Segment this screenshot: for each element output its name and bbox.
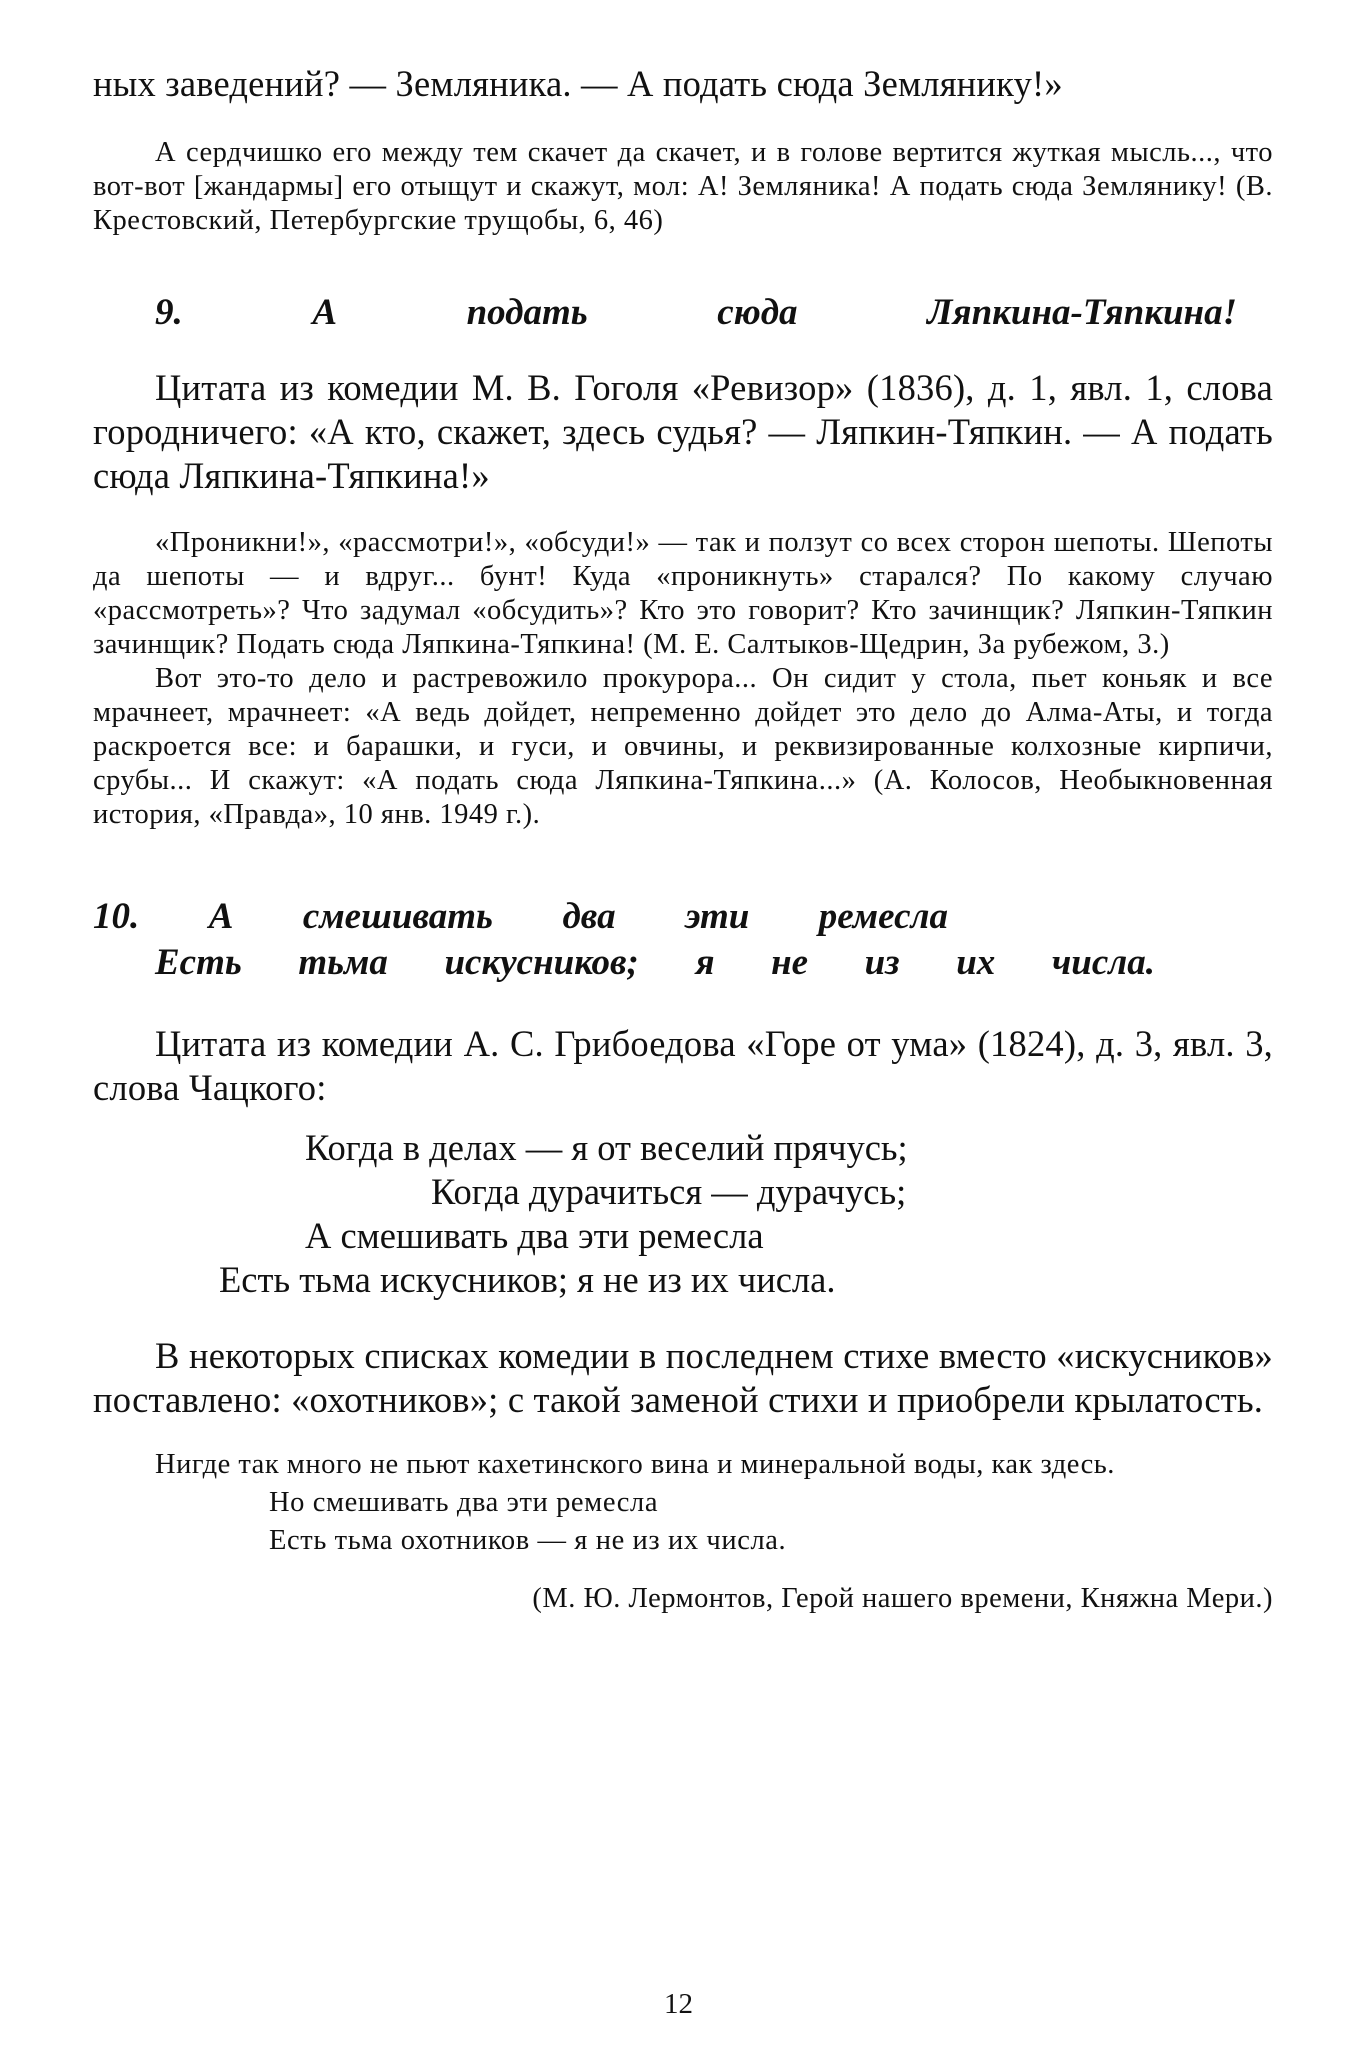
heading-word: Есть	[155, 942, 242, 983]
section-9-heading	[93, 290, 1237, 336]
heading-word: А	[208, 896, 234, 937]
section-10-body: Цитата из комедии А. С. Грибоедова «Горе от ума» (1824), д. 3, явл. 3, слова Чацкого:	[93, 1023, 1273, 1108]
heading-word: искусников;	[444, 942, 639, 983]
heading-word: из	[864, 942, 900, 983]
lermontov-prose: Нигде так много не пьют кахетинского вина и минеральной воды, как здесь.	[155, 1449, 1115, 1480]
heading-word: сюда	[717, 292, 798, 333]
section-10-heading	[93, 894, 1273, 986]
heading-word: 9.	[155, 292, 183, 333]
heading-word: тьма	[298, 942, 388, 983]
heading-word: А	[312, 292, 337, 333]
page-content	[93, 62, 1273, 1616]
lermontov-source: (М. Ю. Лермонтов, Герой нашего времени, Княжна Мери.)	[532, 1583, 1273, 1614]
verse-line: Но смешивать два эти ремесла	[269, 1487, 659, 1518]
heading-word: ремесла	[818, 896, 948, 937]
heading-word: я	[695, 942, 715, 983]
continuation-text: ных заведений? — Земляника. — А подать сюда Землянику!»	[93, 63, 1063, 104]
heading-word: эти	[685, 896, 750, 937]
verse-line: Есть тьма охотников — я не из их числа.	[269, 1525, 787, 1556]
example-quote: А сердчишко его между тем скачет да скачет, и в голове вертится жуткая мысль..., что вот-вот [жандармы] его отыщут и скажут, мол: А! Земляника! А подать сюда Землянику! (В. Крестовский, Петербургские трущобы, 6, 46)	[93, 137, 1273, 236]
heading-word: Ляпкина-Тяпкина!	[927, 292, 1237, 333]
verse-line: Есть тьма искусников; я не из их числа.	[219, 1259, 836, 1300]
heading-word: подать	[466, 292, 588, 333]
verse-line: Когда дурачиться — дурачусь;	[431, 1171, 907, 1212]
heading-word: два	[562, 896, 616, 937]
verse-line: А смешивать два эти ремесла	[305, 1215, 764, 1256]
heading-word: их	[956, 942, 996, 983]
heading-word: не	[771, 942, 809, 983]
page-number: 12	[664, 1988, 693, 2020]
section-10-note: В некоторых списках комедии в последнем стихе вместо «искусников» поставлено: «охотников»; с такой заменой стихи и приобрели крылатость.	[93, 1335, 1273, 1420]
lermontov-verse	[269, 1484, 1273, 1560]
section-9-example-2: Вот это-то дело и растревожило прокурора... Он сидит у стола, пьет коньяк и все мрачнеет, мрачнеет: «А ведь дойдет, непременно дойдет это дело до Алма-Аты, и тогда раскроется все: и барашки, и гуси, и овчины, и реквизированные колхозные кирпичи, срубы... И скажут: «А подать сюда Ляпкина-Тяпкина...» (А. Колосов, Необыкновенная история, «Правда», 10 янв. 1949 г.).	[93, 663, 1273, 830]
verse-block	[93, 1126, 1273, 1302]
verse-line: Когда в делах — я от веселий прячусь;	[305, 1127, 908, 1168]
section-9-body: Цитата из комедии М. В. Гоголя «Ревизор» (1836), д. 1, явл. 1, слова городничего: «А кто, скажет, здесь судья? — Ляпкин-Тяпкин. — А подать сюда Ляпкина-Тяпкина!»	[93, 367, 1273, 496]
heading-word: числа.	[1051, 942, 1155, 983]
section-9-example-1: «Проникни!», «рассмотри!», «обсуди!» — так и ползут со всех сторон шепоты. Шепоты да шепоты — и вдруг... бунт! Куда «проникнуть» старался? По какому случаю «рассмотреть»? Что задумал «обсудить»? Кто это говорит? Кто зачинщик? Ляпкин-Тяпкин зачинщик? Подать сюда Ляпкина-Тяпкина! (М. Е. Салтыков-Щедрин, За рубежом, 3.)	[93, 527, 1273, 660]
heading-word: 10.	[93, 896, 140, 937]
heading-word: смешивать	[302, 896, 493, 937]
